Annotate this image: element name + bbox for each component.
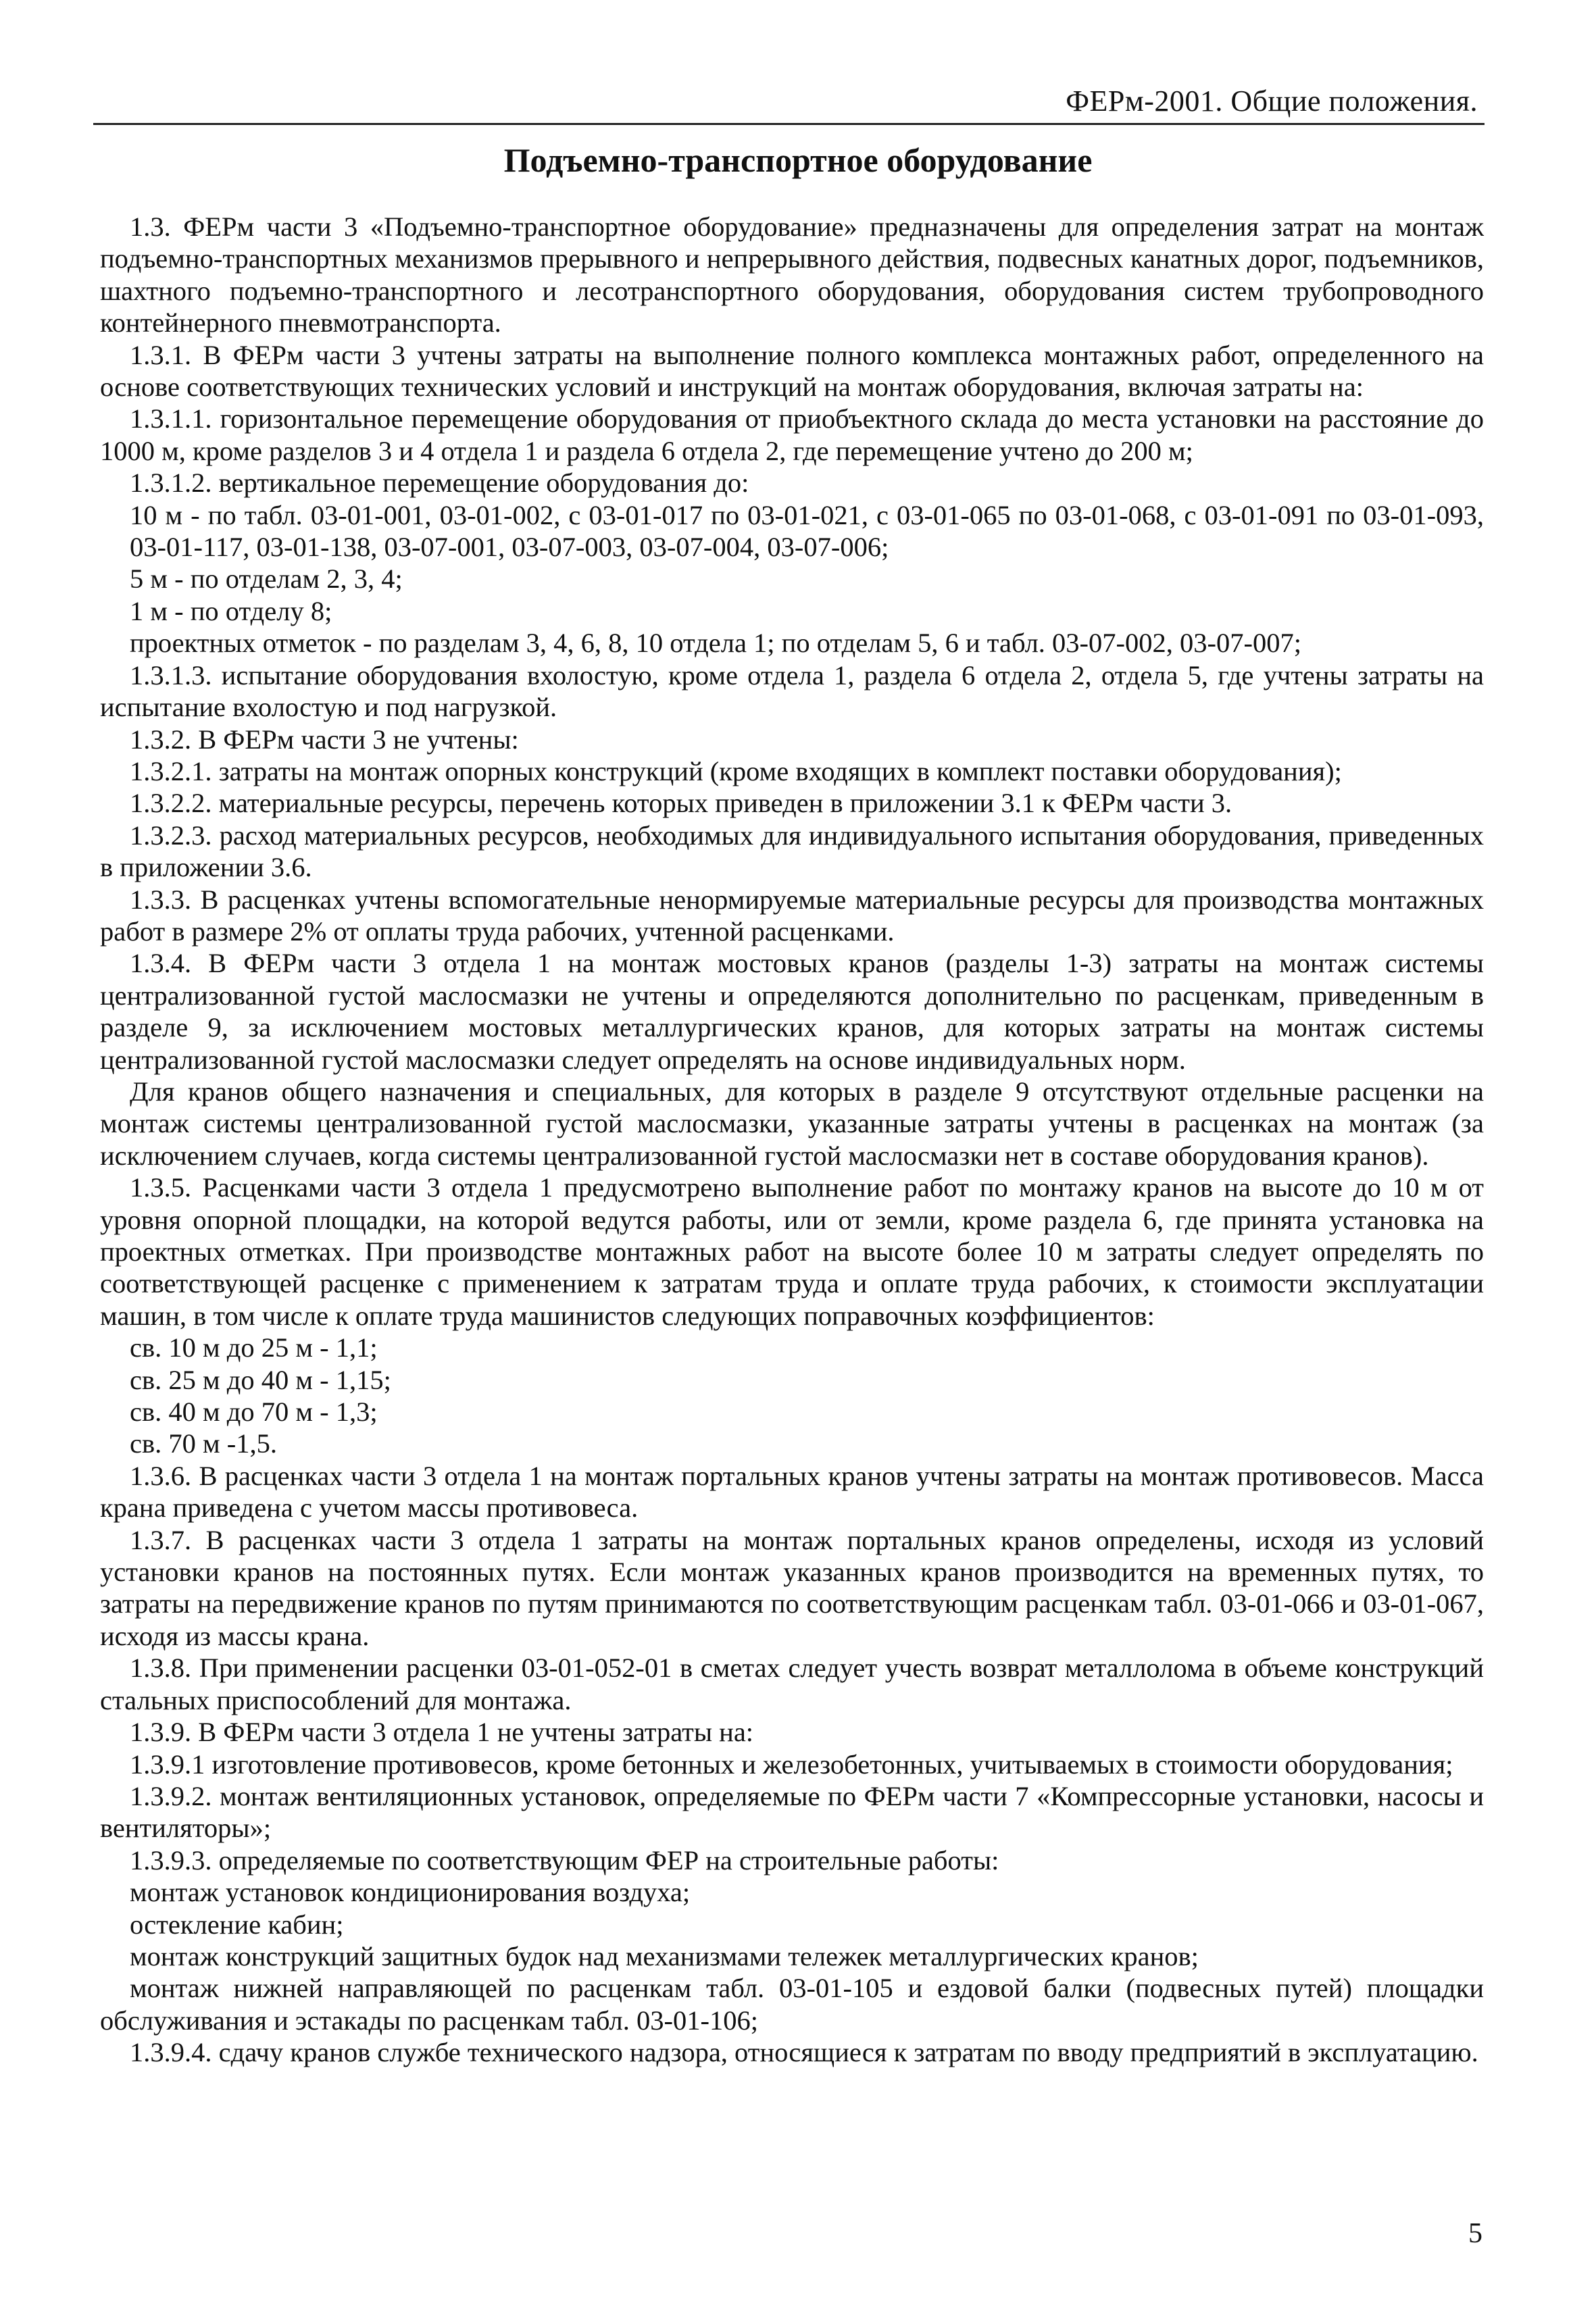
coefficient-item-4: св. 70 м -1,5. <box>130 1428 277 1459</box>
paragraph-1-3-2-1: 1.3.2.1. затраты на монтаж опорных конструкций (кроме входящих в комплект поставки оборудования); <box>130 755 1342 786</box>
paragraph-1-3-1: 1.3.1. В ФЕРм части 3 учтены затраты на выполнение полного комплекса монтажных работ, определенного на основе соответствующих технических условий и инструкций на монтаж оборудования, включая затраты на: <box>100 339 1484 403</box>
running-header: ФЕРм-2001. Общие положения. <box>1066 84 1478 118</box>
paragraph-1-3-9-1: 1.3.9.1 изготовление противовесов, кроме бетонных и железобетонных, учитываемых в стоимости оборудования; <box>130 1749 1453 1780</box>
paragraph-1-3-1-3: 1.3.1.3. испытание оборудования вхолостую, кроме отдела 1, раздела 6 отдела 2, отдела 5, где учтены затраты на испытание вхолостую и под нагрузкой. <box>100 659 1484 723</box>
paragraph-1-3-1-1: 1.3.1.1. горизонтальное перемещение оборудования от приобъектного склада до места установки на расстояние до 1000 м, кроме разделов 3 и 4 отдела 1 и раздела 6 отдела 2, где перемещение учтено до 200 м; <box>100 403 1484 466</box>
page-number: 5 <box>1468 2218 1482 2249</box>
paragraph-1-3-8: 1.3.8. При применении расценки 03-01-052-01 в сметах следует учесть возврат металлолома в объеме конструкций стальных приспособлений для монтажа. <box>100 1653 1484 1715</box>
coefficient-item-3: св. 40 м до 70 м - 1,3; <box>130 1397 378 1428</box>
paragraph-1-3-9: 1.3.9. В ФЕРм части 3 отдела 1 не учтены затраты на: <box>130 1717 754 1748</box>
header-rule <box>93 123 1485 125</box>
list-item-10m: 10 м - по табл. 03-01-001, 03-01-002, с 03-01-017 по 03-01-021, с 03-01-065 по 03-01-068, с 03-01-091 по 03-01-093, 03-01-117, 03-01-138, 03-07-001, 03-07-003, 03-07-004, 03-07-006; <box>130 499 1484 563</box>
list-item-air-conditioning: монтаж установок кондиционирования воздуха; <box>130 1877 691 1908</box>
paragraph-1-3-2-3: 1.3.2.3. расход материальных ресурсов, необходимых для индивидуального испытания оборудования, приведенных в приложении 3.6. <box>100 820 1484 883</box>
list-item-design-marks: проектных отметок - по разделам 3, 4, 6, 8, 10 отдела 1; по отделам 5, 6 и табл. 03-07-002, 03-07-007; <box>130 628 1301 659</box>
paragraph-1-3-7: 1.3.7. В расценках части 3 отдела 1 затраты на монтаж портальных кранов определены, исходя из условий установки кранов на постоянных путях. Если монтаж указанных кранов производится на временных путях, то затраты на передвижение кранов по путям принимаются по соответствующим расценкам табл. 03-01-066 и 03-01-067, исходя из массы крана. <box>100 1524 1484 1651</box>
paragraph-1-3-9-2: 1.3.9.2. монтаж вентиляционных установок, определяемые по ФЕРм части 7 «Компрессорные установки, насосы и вентиляторы»; <box>100 1780 1484 1844</box>
paragraph-1-3-9-4: 1.3.9.4. сдачу кранов службе технического надзора, относящиеся к затратам по вводу предприятий в эксплуатацию. <box>130 2037 1478 2068</box>
paragraph-1-3-4: 1.3.4. В ФЕРм части 3 отдела 1 на монтаж мостовых кранов (разделы 1-3) затраты на монтаж системы централизованной густой маслосмазки не учтены и определяются дополнительно по расценкам, приведенным в разделе 9, за исключением мостовых металлургических кранов, для которых затраты на монтаж системы централизованной густой маслосмазки следует определять на основе индивидуальных норм. <box>100 948 1484 1075</box>
paragraph-general-cranes: Для кранов общего назначения и специальных, для которых в разделе 9 отсутствуют отдельные расценки на монтаж системы централизованной густой маслосмазки, указанные затраты учтены в расценках на монтаж (за исключением случаев, когда системы централизованной густой маслосмазки нет в составе оборудования кранов). <box>100 1076 1484 1171</box>
paragraph-1-3-3: 1.3.3. В расценках учтены вспомогательные ненормируемые материальные ресурсы для производства монтажных работ в размере 2% от оплаты труда рабочих, учтенной расценками. <box>100 884 1484 947</box>
paragraph-1-3-5: 1.3.5. Расценками части 3 отдела 1 предусмотрено выполнение работ по монтажу кранов на высоте до 10 м от уровня опорной площадки, на которой ведутся работы, или от земли, кроме раздела 6, где принята установка на проектных отметках. При производстве монтажных работ на высоте более 10 м затраты следует определять по соответствующей расценке с применением к затратам труда и оплате труда рабочих, к стоимости эксплуатации машин, в том числе к оплате труда машинистов следующих поправочных коэффициентов: <box>100 1172 1484 1331</box>
paragraph-1-3: 1.3. ФЕРм части 3 «Подъемно-транспортное оборудование» предназначены для определения затрат на монтаж подъемно-транспортных механизмов прерывного и непрерывного действия, подвесных канатных дорог, подъемников, шахтного подъемно-транспортного и лесотранспортного оборудования, оборудования систем трубопроводного контейнерного пневмотранспорта. <box>100 211 1484 338</box>
body-text <box>100 211 1484 2069</box>
paragraph-1-3-2-2: 1.3.2.2. материальные ресурсы, перечень которых приведен в приложении 3.1 к ФЕРм части 3. <box>130 788 1232 819</box>
list-item-cabin-glazing: остекление кабин; <box>130 1909 344 1940</box>
paragraph-1-3-1-2: 1.3.1.2. вертикальное перемещение оборудования до: <box>130 468 749 499</box>
list-item-lower-guide: монтаж нижней направляющей по расценкам табл. 03-01-105 и ездовой балки (подвесных путей) площадки обслуживания и эстакады по расценкам табл. 03-01-106; <box>100 1973 1484 2036</box>
list-item-5m: 5 м - по отделам 2, 3, 4; <box>130 563 403 595</box>
paragraph-1-3-2: 1.3.2. В ФЕРм части 3 не учтены: <box>130 724 519 755</box>
paragraph-1-3-6: 1.3.6. В расценках части 3 отдела 1 на монтаж портальных кранов учтены затраты на монтаж противовесов. Масса крана приведена с учетом массы противовеса. <box>100 1460 1484 1524</box>
paragraph-1-3-9-3: 1.3.9.3. определяемые по соответствующим ФЕР на строительные работы: <box>130 1844 999 1876</box>
list-item-1m: 1 м - по отделу 8; <box>130 595 332 626</box>
coefficient-item-1: св. 10 м до 25 м - 1,1; <box>130 1332 378 1363</box>
section-title: Подъемно-транспортное оборудование <box>503 141 1093 179</box>
list-item-protective-booths: монтаж конструкций защитных будок над механизмами тележек металлургических кранов; <box>130 1940 1199 1971</box>
coefficient-item-2: св. 25 м до 40 м - 1,15; <box>130 1364 391 1395</box>
